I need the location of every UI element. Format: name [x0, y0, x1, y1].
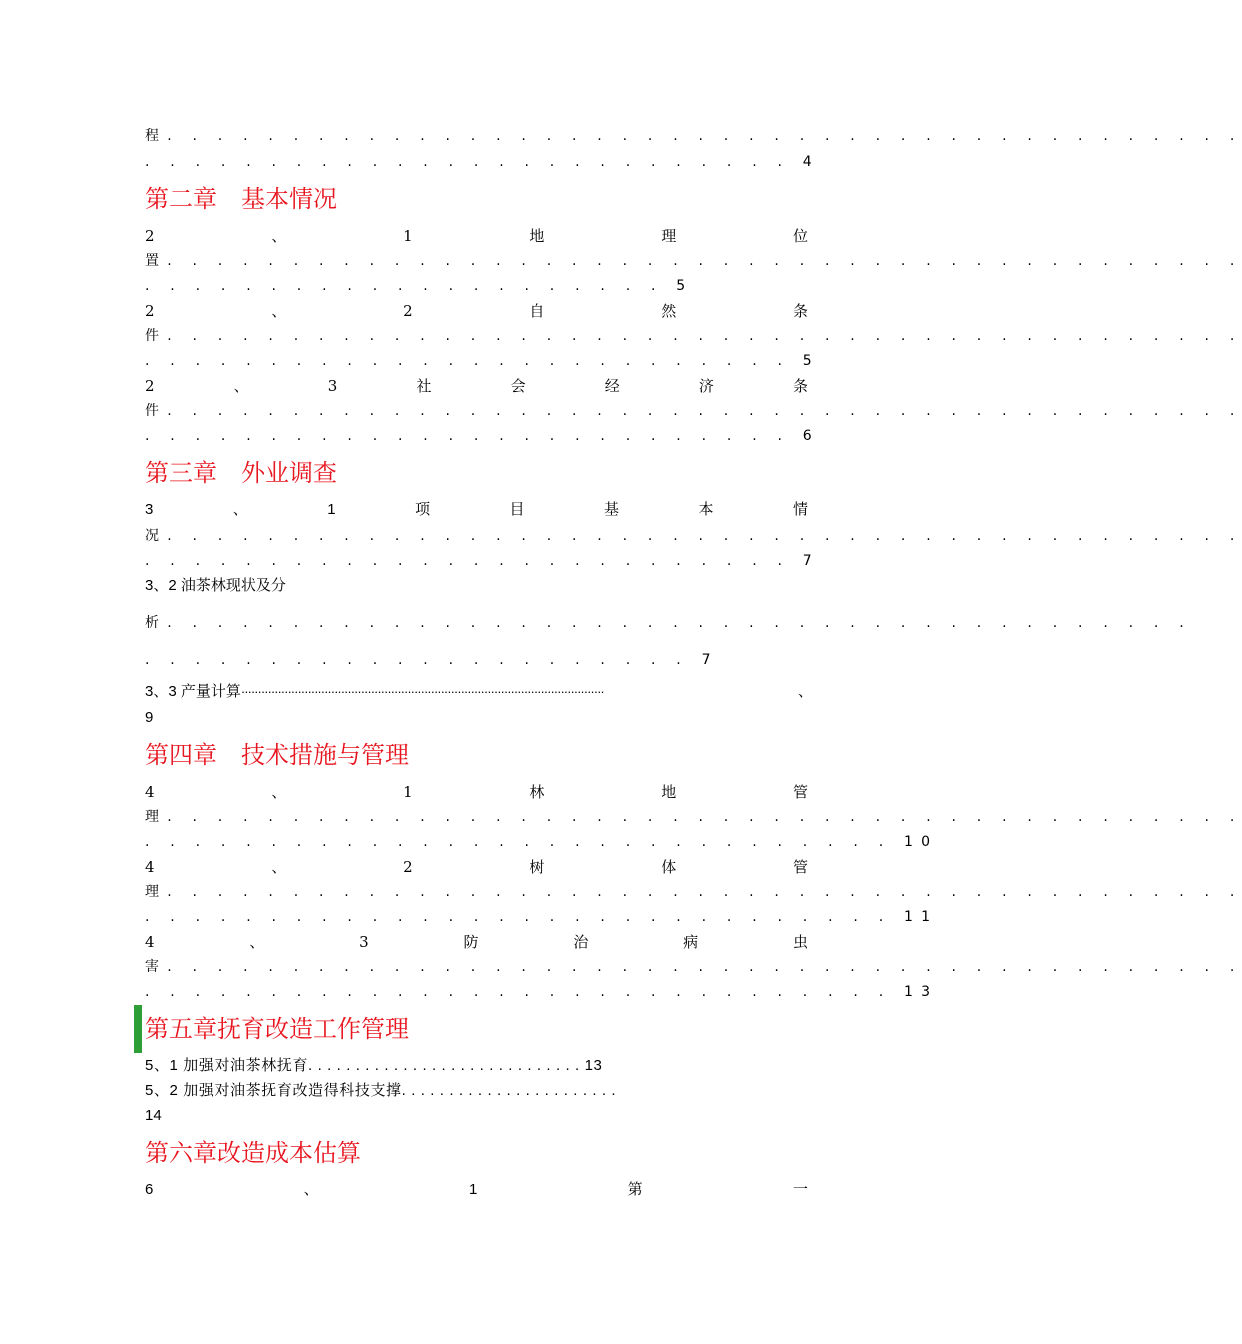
toc-entry-2-3: 2 、 3 社 会 经 济 条: [145, 377, 808, 395]
toc-entry-5-1: 5、1 加强对油茶林抚育. . . . . . . . . . . . . . . . . . . . . . . . . . . . . 13: [145, 1057, 603, 1074]
toc-line: 害. . . . . . . . . . . . . . . . . . . . . . . . . . . . . . . . . . . . . . . . . . .: [145, 959, 1242, 975]
toc-line: 况. . . . . . . . . . . . . . . . . . . . . . . . . . . . . . . . . . . . . . . . . . .: [145, 528, 1242, 544]
toc-line: . . . . . . . . . . . . . . . . . . . . . . . . . . 5: [145, 353, 820, 369]
chapter-3-heading: 第三章 外业调查: [145, 459, 337, 487]
toc-entry-6-1: 6 、 1 第 一: [145, 1181, 808, 1198]
toc-entry-4-3: 4 、 3 防 治 病 虫: [145, 933, 808, 951]
toc-entry-4-1: 4 、 1 林 地 管: [145, 783, 808, 801]
toc-line: . . . . . . . . . . . . . . . . . . . . . 5: [145, 278, 694, 294]
toc-line: . . . . . . . . . . . . . . . . . . . . . . . . . . 4: [145, 154, 820, 170]
toc-entry-4-2: 4 、 2 树 体 管: [145, 858, 808, 876]
page-number: 9: [145, 709, 154, 726]
toc-line: 理. . . . . . . . . . . . . . . . . . . . . . . . . . . . . . . . . . . . . . . . . . .: [145, 809, 1242, 825]
chapter-5-heading: 第五章抚育改造工作管理: [145, 1015, 409, 1043]
toc-entry-3-3: 3、3 产量计算············································································································· 、: [145, 683, 813, 700]
toc-line: . . . . . . . . . . . . . . . . . . . . . . . . . . 7: [145, 553, 820, 569]
toc-line: . . . . . . . . . . . . . . . . . . . . . . . . . . . . . . 13: [145, 984, 939, 1000]
toc-entry-5-2: 5、2 加强对油茶抚育改造得科技支撑. . . . . . . . . . . . . . . . . . . . . . .: [145, 1082, 617, 1099]
chapter-4-heading: 第四章 技术措施与管理: [145, 741, 409, 769]
chapter-6-heading: 第六章改造成本估算: [145, 1139, 361, 1167]
toc-line: . . . . . . . . . . . . . . . . . . . . . . . . . . 6: [145, 428, 820, 444]
toc-line: 件. . . . . . . . . . . . . . . . . . . . . . . . . . . . . . . . . . . . . . . . . . .: [145, 403, 1242, 419]
toc-line: . . . . . . . . . . . . . . . . . . . . . . 7: [145, 652, 719, 668]
toc-line: . . . . . . . . . . . . . . . . . . . . . . . . . . . . . . 10: [145, 834, 939, 850]
toc-line: 置. . . . . . . . . . . . . . . . . . . . . . . . . . . . . . . . . . . . . . . . . . .: [145, 253, 1242, 269]
toc-entry-2-2: 2 、 2 自 然 条: [145, 302, 808, 320]
toc-line: 理. . . . . . . . . . . . . . . . . . . . . . . . . . . . . . . . . . . . . . . . . . .: [145, 884, 1242, 900]
toc-line: 析. . . . . . . . . . . . . . . . . . . . . . . . . . . . . . . . . . . . . . . . .: [145, 615, 1192, 631]
toc-line: 件. . . . . . . . . . . . . . . . . . . . . . . . . . . . . . . . . . . . . . . . . . .: [145, 328, 1242, 344]
change-marker-bar: [134, 1005, 142, 1053]
toc-line: . . . . . . . . . . . . . . . . . . . . . . . . . . . . . . 11: [145, 909, 939, 925]
toc-line: 程. . . . . . . . . . . . . . . . . . . . . . . . . . . . . . . . . . . . . . . . . . .: [145, 128, 1242, 144]
chapter-2-heading: 第二章 基本情况: [145, 185, 337, 213]
page-number: 14: [145, 1107, 162, 1124]
toc-entry-3-2: 3、2 油茶林现状及分: [145, 577, 286, 594]
toc-entry-2-1: 2 、 1 地 理 位: [145, 227, 808, 245]
toc-entry-3-1: 3 、 1 项 目 基 本 情: [145, 501, 808, 518]
